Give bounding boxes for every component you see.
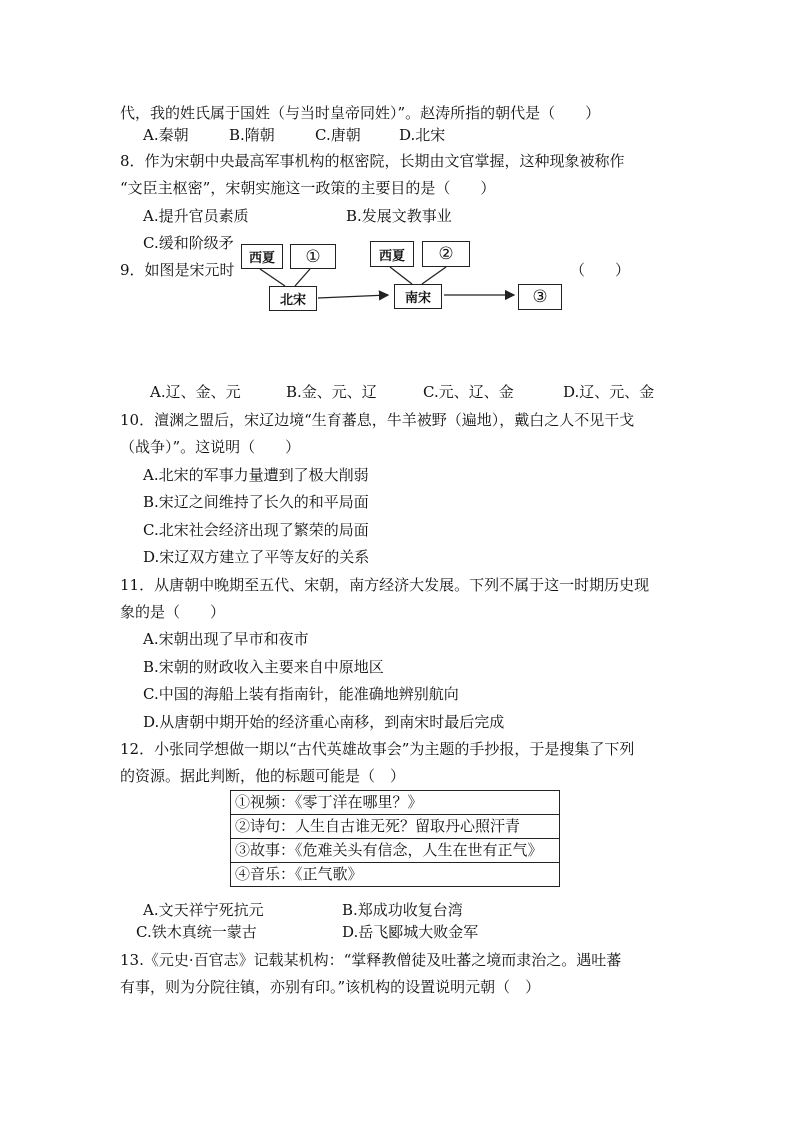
q7-option-c[interactable]: C.唐朝 xyxy=(315,126,361,144)
q9-option-b[interactable]: B.金、元、辽 xyxy=(286,383,377,401)
q9-stem-left: 9．如图是宋元时 xyxy=(120,261,235,279)
connector-xixia2-nansong xyxy=(390,267,412,284)
diagram-box-xixia-2: 西夏 xyxy=(370,241,414,267)
q10-option-b[interactable]: B.宋辽之间维持了长久的和平局面 xyxy=(143,493,369,511)
table-row xyxy=(231,791,560,815)
q11-option-a[interactable]: A.宋朝出现了早市和夜市 xyxy=(143,630,309,648)
connector-1-beisong xyxy=(295,269,310,286)
q7-option-d[interactable]: D.北宋 xyxy=(399,126,446,144)
q9-option-a[interactable]: A.辽、金、元 xyxy=(150,383,241,401)
diagram-box-nansong: 南宋 xyxy=(394,284,442,309)
q11-stem-line2: 象的是（ ） xyxy=(120,603,226,621)
table-cell: ④音乐：《正气歌》 xyxy=(231,863,560,887)
q10-stem-line2: （战争）”。这说明（ ） xyxy=(120,438,301,456)
q11-option-c[interactable]: C.中国的海船上装有指南针，能准确地辨别航向 xyxy=(143,685,459,703)
connector-xixia1-beisong xyxy=(260,269,285,286)
q12-stem-line1: 12．小张同学想做一期以“古代英雄故事会”为主题的手抄报，于是搜集了下列 xyxy=(120,740,635,758)
q9-stem-right: （ ） xyxy=(570,261,631,279)
diagram-box-blank-3: ③ xyxy=(518,284,562,310)
q12-option-c[interactable]: C.铁木真统一蒙古 xyxy=(136,923,257,941)
table-row xyxy=(231,815,560,839)
q10-option-c[interactable]: C.北宋社会经济出现了繁荣的局面 xyxy=(143,521,369,539)
q12-stem-line2: 的资源。据此判断，他的标题可能是（ ） xyxy=(120,767,406,785)
table-row xyxy=(231,863,560,887)
table-row xyxy=(231,839,560,863)
q11-stem-line1: 11．从唐朝中晚期至五代、宋朝，南方经济大发展。下列不属于这一时期历史现 xyxy=(120,576,650,594)
q7-option-b[interactable]: B.隋朝 xyxy=(229,126,275,144)
diagram-box-blank-1: ① xyxy=(290,244,336,269)
q11-option-b[interactable]: B.宋朝的财政收入主要来自中原地区 xyxy=(143,658,384,676)
table-cell: ②诗句：人生自古谁无死？留取丹心照汗青 xyxy=(231,815,560,839)
q10-option-a[interactable]: A.北宋的军事力量遭到了极大削弱 xyxy=(143,466,369,484)
q7-stem: 代，我的姓氏属于国姓（与当时皇帝同姓）”。赵涛所指的朝代是（ ） xyxy=(120,104,601,122)
q9-diagram xyxy=(238,232,568,324)
q10-option-d[interactable]: D.宋辽双方建立了平等友好的关系 xyxy=(143,548,370,566)
arrow-beisong-nansong xyxy=(318,295,388,298)
q13-stem-line2: 有事，则为分院往镇，亦别有印。”该机构的设置说明元朝（ ） xyxy=(120,978,541,996)
q13-stem-line1: 13.《元史·百官志》记载某机构：“掌释教僧徒及吐蕃之境而隶治之。遇吐蕃 xyxy=(120,951,622,969)
table-cell: ①视频：《零丁洋在哪里？》 xyxy=(231,791,560,815)
q10-stem-line1: 10．澶渊之盟后，宋辽边境“生育蕃息，牛羊被野（遍地），戴白之人不见干戈 xyxy=(120,411,635,429)
diagram-box-blank-2: ② xyxy=(422,241,470,267)
diagram-box-xixia-1: 西夏 xyxy=(241,244,283,269)
table-cell: ③故事：《危难关头有信念，人生在世有正气》 xyxy=(231,839,560,863)
q8-option-b[interactable]: B.发展文教事业 xyxy=(346,207,452,225)
q12-option-a[interactable]: A.文天祥宁死抗元 xyxy=(143,901,264,919)
q8-stem-line2: “文臣主枢密”，宋朝实施这一政策的主要目的是（ ） xyxy=(120,179,496,197)
q11-option-d[interactable]: D.从唐朝中期开始的经济重心南移，到南宋时最后完成 xyxy=(143,713,505,731)
q9-option-c[interactable]: C.元、辽、金 xyxy=(423,383,514,401)
diagram-box-beisong: 北宋 xyxy=(269,286,317,311)
q12-option-d[interactable]: D.岳飞郾城大败金军 xyxy=(342,923,479,941)
q12-resource-table xyxy=(230,790,560,887)
q8-stem-line1: 8．作为宋朝中央最高军事机构的枢密院，长期由文官掌握，这种现象被称作 xyxy=(120,152,625,170)
q9-option-d[interactable]: D.辽、元、金 xyxy=(563,383,655,401)
q8-option-a[interactable]: A.提升官员素质 xyxy=(143,207,249,225)
connector-2-nansong xyxy=(422,267,446,284)
q8-option-c[interactable]: C.缓和阶级矛 xyxy=(143,234,234,252)
q12-option-b[interactable]: B.郑成功收复台湾 xyxy=(342,901,463,919)
q7-option-a[interactable]: A.秦朝 xyxy=(143,126,189,144)
